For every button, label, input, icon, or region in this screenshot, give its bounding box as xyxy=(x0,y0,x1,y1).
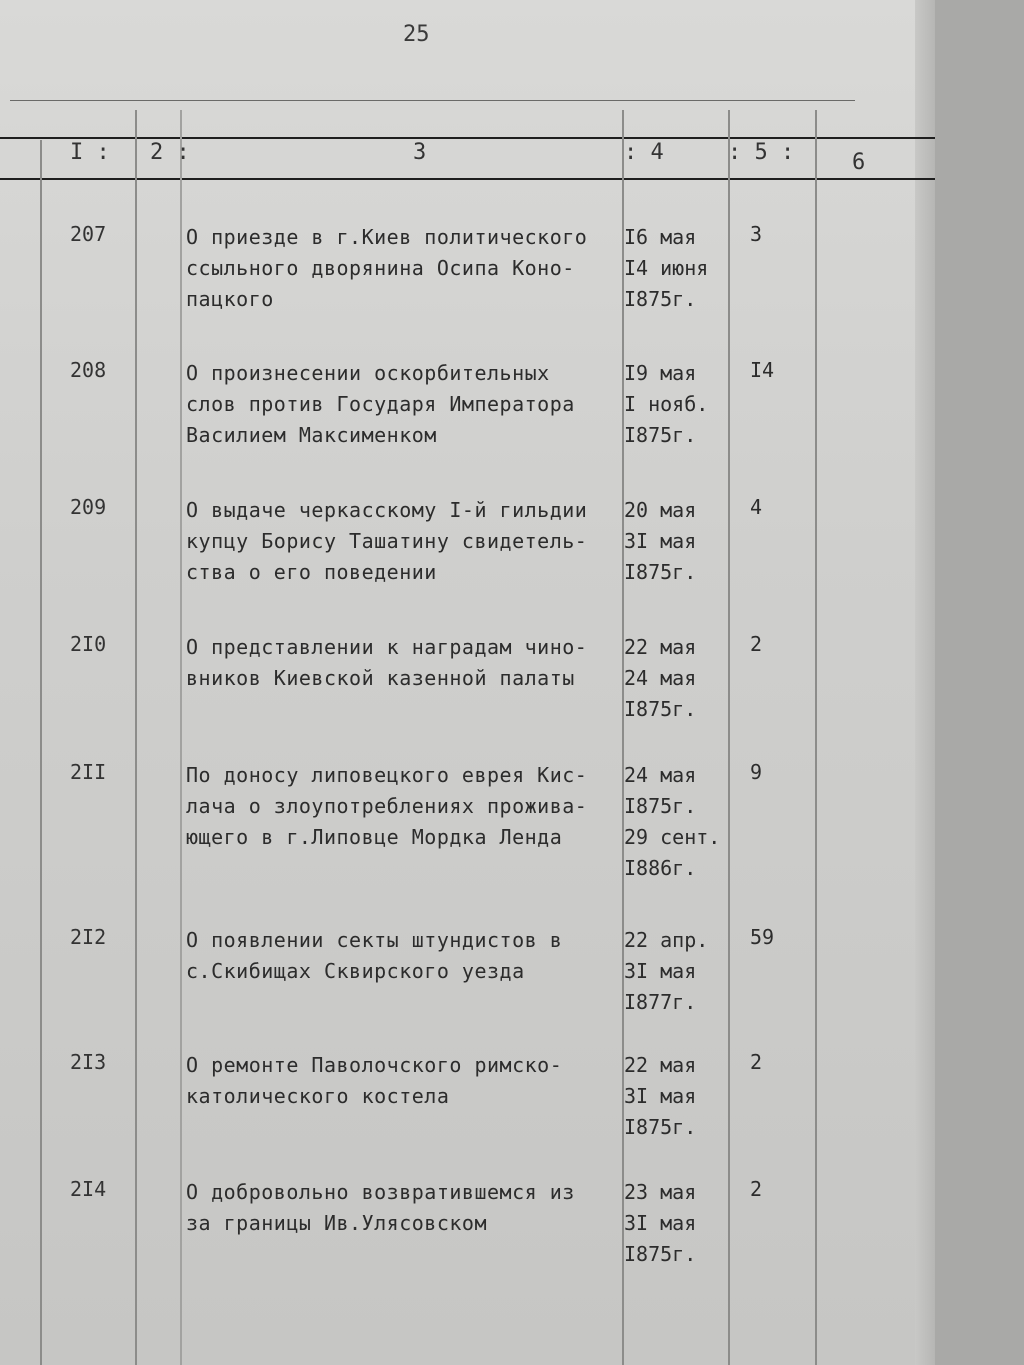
header-top-line xyxy=(10,100,855,101)
row-sheets: 2 xyxy=(750,1050,763,1074)
row-sheets: 2 xyxy=(750,1177,763,1201)
row-sheets: 59 xyxy=(750,925,775,949)
row-number: 2I4 xyxy=(70,1177,107,1201)
column-divider xyxy=(815,110,817,1365)
row-title: О ремонте Паволочского римско- католического костела xyxy=(186,1053,563,1108)
row-dates: 22 мая 3I мая I875г. xyxy=(624,1053,697,1139)
row-number: 209 xyxy=(70,495,107,519)
row-dates: 22 апр. 3I мая I877г. xyxy=(624,928,709,1014)
page-edge xyxy=(915,0,935,1365)
row-number: 2I0 xyxy=(70,632,107,656)
header-rule-bottom xyxy=(0,178,935,180)
column-number: I : xyxy=(70,140,110,165)
row-sheets: 3 xyxy=(750,222,763,246)
row-sheets: 2 xyxy=(750,632,763,656)
column-number: : 5 : xyxy=(728,140,795,165)
column-number: 3 xyxy=(413,140,427,165)
row-title: О приезде в г.Киев политического ссыльного дворянина Осипа Коно- пацкого xyxy=(186,225,588,311)
header-rule-top xyxy=(0,137,935,139)
row-title: О произнесении оскорбительных слов против Государя Императора Василием Максименком xyxy=(186,361,575,447)
column-divider xyxy=(180,110,182,1365)
row-number: 208 xyxy=(70,358,107,382)
row-sheets: I4 xyxy=(750,358,775,382)
row-number: 2I3 xyxy=(70,1050,107,1074)
row-dates: 20 мая 3I мая I875г. xyxy=(624,498,697,584)
row-dates: 22 мая 24 мая I875г. xyxy=(624,635,697,721)
column-number: 2 : xyxy=(150,140,190,165)
row-dates: 24 мая I875г. 29 сент. I886г. xyxy=(624,763,721,880)
column-divider xyxy=(40,140,42,1365)
row-title: О добровольно возвратившемся из за границы Ив.Улясовском xyxy=(186,1180,575,1235)
row-number: 2I2 xyxy=(70,925,107,949)
row-dates: I6 мая I4 июня I875г. xyxy=(624,225,709,311)
row-dates: 23 мая 3I мая I875г. xyxy=(624,1180,697,1266)
row-title: О выдаче черкасскому I-й гильдии купцу Борису Ташатину свидетель- ства о его поведении xyxy=(186,498,588,584)
page-number: 25 xyxy=(403,22,430,47)
row-title: По доносу липовецкого еврея Кис- лача о злоупотреблениях прожива- ющего в г.Липовце Мордка Ленда xyxy=(186,763,588,849)
column-number: : 4 xyxy=(624,140,664,165)
column-divider xyxy=(135,110,137,1365)
row-sheets: 9 xyxy=(750,760,763,784)
row-number: 2II xyxy=(70,760,107,784)
row-title: О представлении к наградам чино- вников Киевской казенной палаты xyxy=(186,635,588,690)
row-number: 207 xyxy=(70,222,107,246)
column-number: 6 xyxy=(852,150,866,175)
row-title: О появлении секты штундистов в с.Скибищах Сквирского уезда xyxy=(186,928,563,983)
row-dates: I9 мая I нояб. I875г. xyxy=(624,361,709,447)
row-sheets: 4 xyxy=(750,495,763,519)
